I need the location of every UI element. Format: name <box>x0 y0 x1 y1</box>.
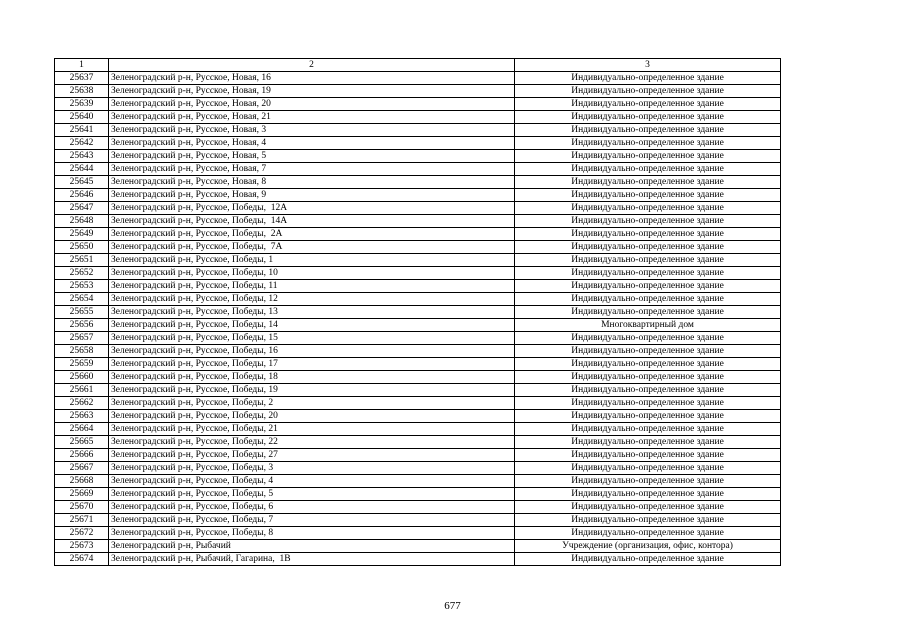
record-number-cell: 25659 <box>55 358 109 371</box>
property-table <box>54 58 781 566</box>
object-type-cell: Индивидуально-определенное здание <box>515 98 781 111</box>
object-type-cell: Индивидуально-определенное здание <box>515 111 781 124</box>
address-cell: Зеленоградский р-н, Русское, Новая, 16 <box>109 72 515 85</box>
object-type-cell: Индивидуально-определенное здание <box>515 397 781 410</box>
table-row <box>55 553 781 566</box>
address-cell: Зеленоградский р-н, Русское, Победы, 19 <box>109 384 515 397</box>
table-row <box>55 358 781 371</box>
record-number-cell: 25666 <box>55 449 109 462</box>
table-row <box>55 124 781 137</box>
address-cell: Зеленоградский р-н, Русское, Победы, 22 <box>109 436 515 449</box>
object-type-cell: Индивидуально-определенное здание <box>515 384 781 397</box>
object-type-cell: Индивидуально-определенное здание <box>515 267 781 280</box>
address-cell: Зеленоградский р-н, Рыбачий <box>109 540 515 553</box>
address-cell: Зеленоградский р-н, Русское, Новая, 5 <box>109 150 515 163</box>
table-row <box>55 293 781 306</box>
object-type-cell: Индивидуально-определенное здание <box>515 462 781 475</box>
table-row <box>55 306 781 319</box>
table-row <box>55 189 781 202</box>
record-number-cell: 25650 <box>55 241 109 254</box>
record-number-cell: 25673 <box>55 540 109 553</box>
record-number-cell: 25657 <box>55 332 109 345</box>
object-type-cell: Индивидуально-определенное здание <box>515 501 781 514</box>
address-cell: Зеленоградский р-н, Русское, Победы, 1 <box>109 254 515 267</box>
record-number-cell: 25649 <box>55 228 109 241</box>
table-row <box>55 410 781 423</box>
object-type-cell: Индивидуально-определенное здание <box>515 85 781 98</box>
record-number-cell: 25655 <box>55 306 109 319</box>
address-cell: Зеленоградский р-н, Русское, Победы, 2А <box>109 228 515 241</box>
table-body <box>55 59 781 566</box>
address-cell: Зеленоградский р-н, Русское, Победы, 12А <box>109 202 515 215</box>
address-cell: Зеленоградский р-н, Русское, Победы, 17 <box>109 358 515 371</box>
object-type-cell: Индивидуально-определенное здание <box>515 163 781 176</box>
record-number-cell: 25662 <box>55 397 109 410</box>
record-number-cell: 25639 <box>55 98 109 111</box>
record-number-cell: 25644 <box>55 163 109 176</box>
address-cell: Зеленоградский р-н, Русское, Победы, 21 <box>109 423 515 436</box>
address-cell: Зеленоградский р-н, Русское, Победы, 14А <box>109 215 515 228</box>
address-cell: Зеленоградский р-н, Русское, Победы, 3 <box>109 462 515 475</box>
table-row <box>55 436 781 449</box>
record-number-cell: 25642 <box>55 137 109 150</box>
address-cell: Зеленоградский р-н, Русское, Победы, 18 <box>109 371 515 384</box>
record-number-cell: 25671 <box>55 514 109 527</box>
object-type-cell: Индивидуально-определенное здание <box>515 215 781 228</box>
record-number-cell: 25646 <box>55 189 109 202</box>
table-row <box>55 423 781 436</box>
page-number: 677 <box>444 600 461 612</box>
table-row <box>55 215 781 228</box>
object-type-cell: Индивидуально-определенное здание <box>515 345 781 358</box>
table-row <box>55 371 781 384</box>
address-cell: Зеленоградский р-н, Русское, Победы, 27 <box>109 449 515 462</box>
table-row <box>55 254 781 267</box>
object-type-cell: Индивидуально-определенное здание <box>515 332 781 345</box>
table-row <box>55 72 781 85</box>
column-header-type: 3 <box>515 59 781 72</box>
table-row <box>55 163 781 176</box>
record-number-cell: 25637 <box>55 72 109 85</box>
record-number-cell: 25648 <box>55 215 109 228</box>
table-row <box>55 228 781 241</box>
address-cell: Зеленоградский р-н, Русское, Победы, 4 <box>109 475 515 488</box>
table-header-row <box>55 59 781 72</box>
object-type-cell: Индивидуально-определенное здание <box>515 228 781 241</box>
address-cell: Зеленоградский р-н, Русское, Новая, 7 <box>109 163 515 176</box>
record-number-cell: 25663 <box>55 410 109 423</box>
table-row <box>55 176 781 189</box>
address-cell: Зеленоградский р-н, Русское, Новая, 9 <box>109 189 515 202</box>
address-cell: Зеленоградский р-н, Русское, Победы, 7 <box>109 514 515 527</box>
object-type-cell: Индивидуально-определенное здание <box>515 423 781 436</box>
address-cell: Зеленоградский р-н, Русское, Победы, 16 <box>109 345 515 358</box>
address-cell: Зеленоградский р-н, Русское, Победы, 13 <box>109 306 515 319</box>
object-type-cell: Многоквартирный дом <box>515 319 781 332</box>
object-type-cell: Индивидуально-определенное здание <box>515 189 781 202</box>
table-row <box>55 137 781 150</box>
object-type-cell: Индивидуально-определенное здание <box>515 293 781 306</box>
table-row <box>55 449 781 462</box>
address-cell: Зеленоградский р-н, Русское, Новая, 8 <box>109 176 515 189</box>
record-number-cell: 25651 <box>55 254 109 267</box>
address-cell: Зеленоградский р-н, Русское, Победы, 5 <box>109 488 515 501</box>
address-cell: Зеленоградский р-н, Русское, Победы, 7А <box>109 241 515 254</box>
address-cell: Зеленоградский р-н, Русское, Победы, 11 <box>109 280 515 293</box>
record-number-cell: 25640 <box>55 111 109 124</box>
table-row <box>55 111 781 124</box>
object-type-cell: Индивидуально-определенное здание <box>515 176 781 189</box>
object-type-cell: Индивидуально-определенное здание <box>515 449 781 462</box>
object-type-cell: Индивидуально-определенное здание <box>515 137 781 150</box>
record-number-cell: 25643 <box>55 150 109 163</box>
object-type-cell: Индивидуально-определенное здание <box>515 553 781 566</box>
record-number-cell: 25670 <box>55 501 109 514</box>
record-number-cell: 25656 <box>55 319 109 332</box>
object-type-cell: Индивидуально-определенное здание <box>515 254 781 267</box>
table-row <box>55 85 781 98</box>
object-type-cell: Индивидуально-определенное здание <box>515 124 781 137</box>
object-type-cell: Индивидуально-определенное здание <box>515 410 781 423</box>
column-header-number: 1 <box>55 59 109 72</box>
record-number-cell: 25647 <box>55 202 109 215</box>
object-type-cell: Индивидуально-определенное здание <box>515 475 781 488</box>
record-number-cell: 25638 <box>55 85 109 98</box>
record-number-cell: 25645 <box>55 176 109 189</box>
record-number-cell: 25641 <box>55 124 109 137</box>
address-cell: Зеленоградский р-н, Русское, Победы, 15 <box>109 332 515 345</box>
table-row <box>55 501 781 514</box>
object-type-cell: Учреждение (организация, офис, контора) <box>515 540 781 553</box>
address-cell: Зеленоградский р-н, Русское, Победы, 2 <box>109 397 515 410</box>
table-row <box>55 462 781 475</box>
object-type-cell: Индивидуально-определенное здание <box>515 358 781 371</box>
record-number-cell: 25658 <box>55 345 109 358</box>
table-row <box>55 98 781 111</box>
record-number-cell: 25654 <box>55 293 109 306</box>
table-row <box>55 540 781 553</box>
record-number-cell: 25674 <box>55 553 109 566</box>
object-type-cell: Индивидуально-определенное здание <box>515 514 781 527</box>
address-cell: Зеленоградский р-н, Русское, Новая, 3 <box>109 124 515 137</box>
table-row <box>55 202 781 215</box>
table-row <box>55 384 781 397</box>
record-number-cell: 25652 <box>55 267 109 280</box>
record-number-cell: 25653 <box>55 280 109 293</box>
table-row <box>55 267 781 280</box>
table-row <box>55 397 781 410</box>
object-type-cell: Индивидуально-определенное здание <box>515 371 781 384</box>
object-type-cell: Индивидуально-определенное здание <box>515 306 781 319</box>
object-type-cell: Индивидуально-определенное здание <box>515 436 781 449</box>
address-cell: Зеленоградский р-н, Русское, Победы, 20 <box>109 410 515 423</box>
table-row <box>55 280 781 293</box>
address-cell: Зеленоградский р-н, Русское, Новая, 4 <box>109 137 515 150</box>
record-number-cell: 25668 <box>55 475 109 488</box>
address-cell: Зеленоградский р-н, Русское, Новая, 20 <box>109 98 515 111</box>
object-type-cell: Индивидуально-определенное здание <box>515 488 781 501</box>
record-number-cell: 25661 <box>55 384 109 397</box>
object-type-cell: Индивидуально-определенное здание <box>515 527 781 540</box>
record-number-cell: 25664 <box>55 423 109 436</box>
record-number-cell: 25665 <box>55 436 109 449</box>
record-number-cell: 25660 <box>55 371 109 384</box>
table-row <box>55 332 781 345</box>
object-type-cell: Индивидуально-определенное здание <box>515 72 781 85</box>
object-type-cell: Индивидуально-определенное здание <box>515 280 781 293</box>
table-row <box>55 345 781 358</box>
table-row <box>55 488 781 501</box>
address-cell: Зеленоградский р-н, Русское, Победы, 6 <box>109 501 515 514</box>
address-cell: Зеленоградский р-н, Рыбачий, Гагарина, 1В <box>109 553 515 566</box>
table-row <box>55 241 781 254</box>
table-row <box>55 527 781 540</box>
object-type-cell: Индивидуально-определенное здание <box>515 150 781 163</box>
record-number-cell: 25669 <box>55 488 109 501</box>
address-cell: Зеленоградский р-н, Русское, Победы, 10 <box>109 267 515 280</box>
object-type-cell: Индивидуально-определенное здание <box>515 241 781 254</box>
object-type-cell: Индивидуально-определенное здание <box>515 202 781 215</box>
record-number-cell: 25667 <box>55 462 109 475</box>
table-row <box>55 475 781 488</box>
address-cell: Зеленоградский р-н, Русское, Новая, 21 <box>109 111 515 124</box>
address-cell: Зеленоградский р-н, Русское, Победы, 8 <box>109 527 515 540</box>
column-header-address: 2 <box>109 59 515 72</box>
table-row <box>55 319 781 332</box>
table-row <box>55 150 781 163</box>
address-cell: Зеленоградский р-н, Русское, Победы, 14 <box>109 319 515 332</box>
address-cell: Зеленоградский р-н, Русское, Новая, 19 <box>109 85 515 98</box>
table-row <box>55 514 781 527</box>
address-cell: Зеленоградский р-н, Русское, Победы, 12 <box>109 293 515 306</box>
record-number-cell: 25672 <box>55 527 109 540</box>
